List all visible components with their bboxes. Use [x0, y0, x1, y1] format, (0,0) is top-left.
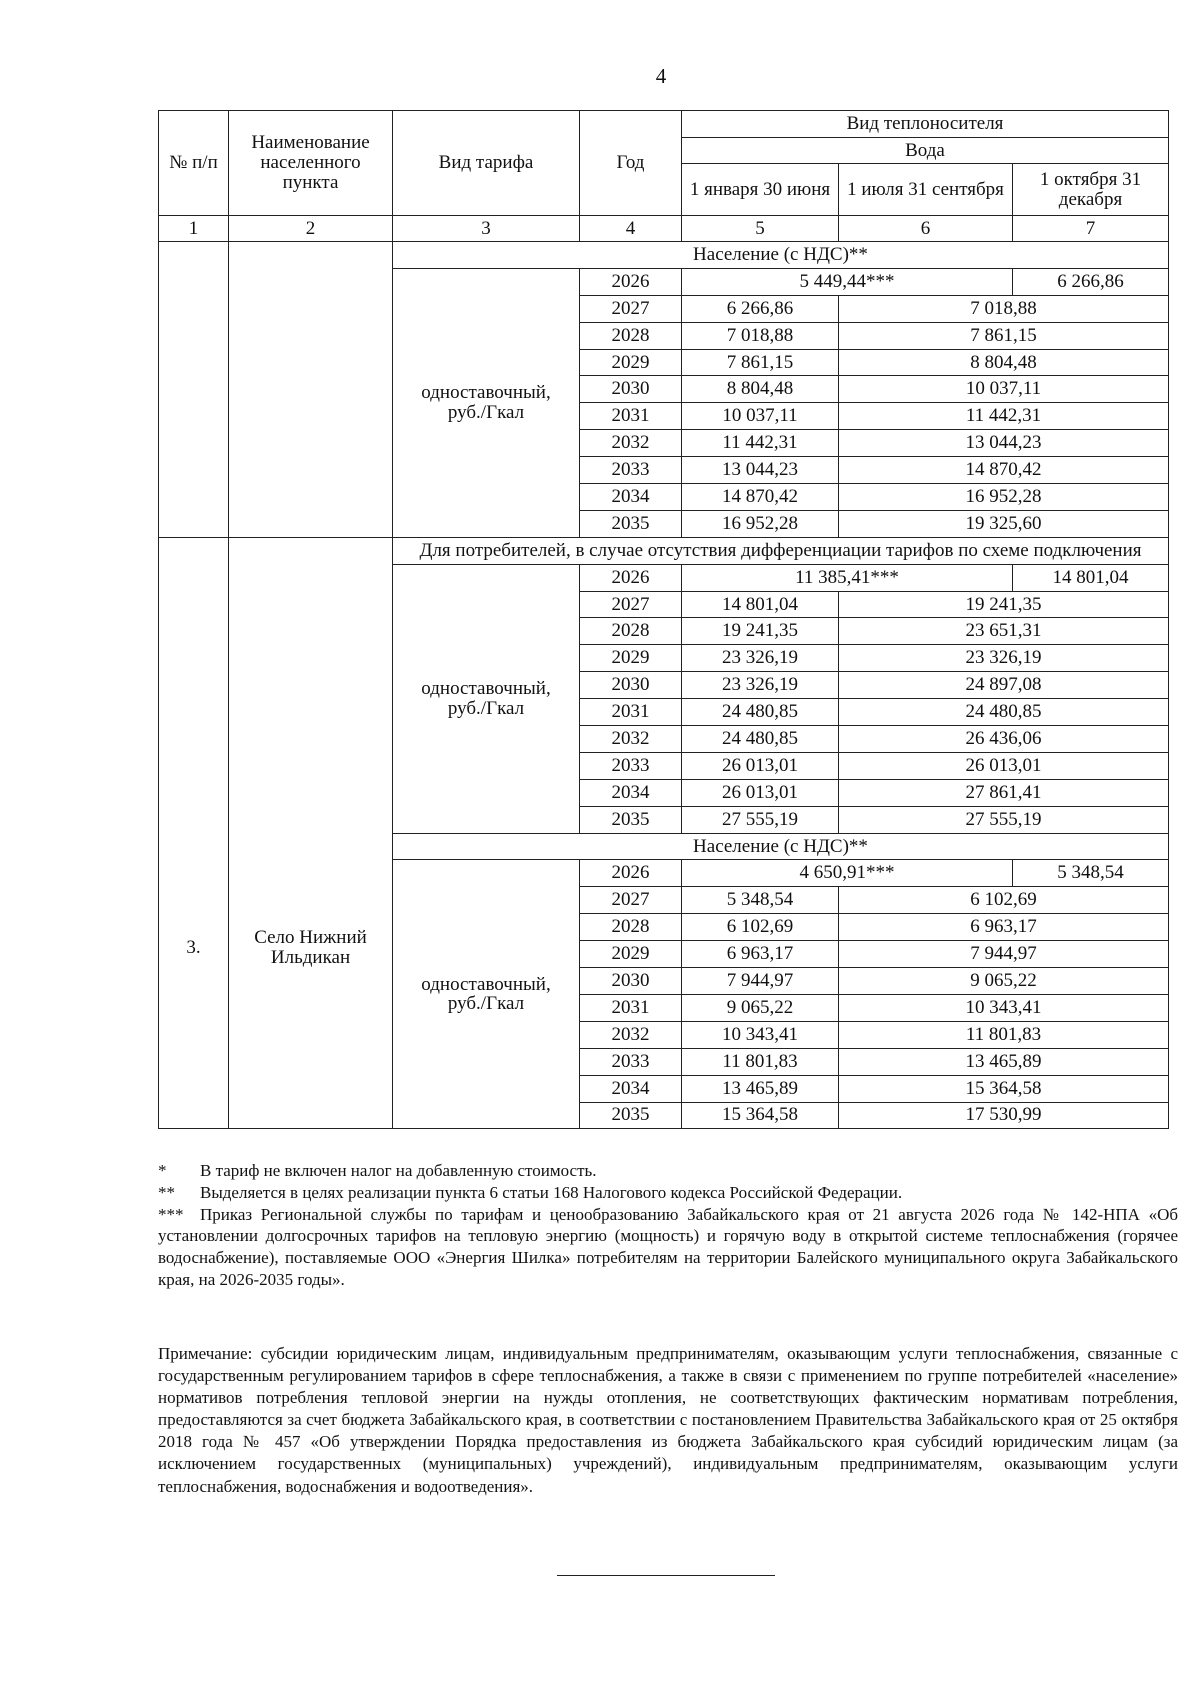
value-cell: 15 364,58: [682, 1102, 839, 1129]
merged-value-cell: 26 436,06: [839, 726, 1169, 753]
merged-value-cell: 7 018,88: [839, 295, 1169, 322]
header-year: Год: [580, 111, 682, 216]
index-cell: 7: [1013, 216, 1169, 242]
settlement-cell-blank: [229, 242, 393, 538]
year-cell: 2031: [580, 994, 682, 1021]
merged-value-cell: 5 449,44***: [682, 268, 1013, 295]
footnote-text: Приказ Региональной службы по тарифам и ценообразованию Забайкальского края от 21 августа 2026 года № 142-НПА «Об установлении долгосрочных тарифов на тепловую энергию (мощность) и горячую воду в открытой системе теплоснабжения (горячее водоснабжение), поставляемые ООО «Энергия Шилка» потребителям на территории Балейского муниципального округа Забайкальского края, на 2026-2035 годы».: [158, 1204, 1178, 1289]
year-cell: 2030: [580, 672, 682, 699]
value-cell: 8 804,48: [682, 376, 839, 403]
value-cell: 23 326,19: [682, 645, 839, 672]
year-cell: 2026: [580, 564, 682, 591]
year-cell: 2031: [580, 699, 682, 726]
footnotes: [158, 1160, 1178, 1291]
merged-value-cell: 4 650,91***: [682, 860, 1013, 887]
year-cell: 2035: [580, 806, 682, 833]
value-cell: 26 013,01: [682, 752, 839, 779]
merged-value-cell: 17 530,99: [839, 1102, 1169, 1129]
value-cell: 7 018,88: [682, 322, 839, 349]
year-cell: 2027: [580, 887, 682, 914]
tariff-table: [158, 110, 1169, 1129]
year-cell: 2029: [580, 941, 682, 968]
value-cell: 10 037,11: [682, 403, 839, 430]
year-cell: 2033: [580, 1048, 682, 1075]
merged-value-cell: 27 555,19: [839, 806, 1169, 833]
header-settlement: Наименование населенного пункта: [229, 111, 393, 216]
settlement-number: 3.: [159, 537, 229, 1129]
year-cell: 2028: [580, 322, 682, 349]
tariff-type-cell: одноставочный, руб./Гкал: [393, 268, 580, 537]
value-cell: 16 952,28: [682, 510, 839, 537]
header-tariff-type: Вид тарифа: [393, 111, 580, 216]
value-cell: 24 480,85: [682, 699, 839, 726]
merged-value-cell: 13 044,23: [839, 430, 1169, 457]
index-cell: 5: [682, 216, 839, 242]
value-cell: 14 801,04: [1013, 564, 1169, 591]
year-cell: 2034: [580, 779, 682, 806]
merged-value-cell: 16 952,28: [839, 484, 1169, 511]
footnote-text: Выделяется в целях реализации пункта 6 статьи 168 Налогового кодекса Российской Федерации.: [200, 1182, 903, 1202]
year-cell: 2030: [580, 968, 682, 995]
header-period-3: 1 октября 31 декабря: [1013, 164, 1169, 216]
footnote-mark: **: [158, 1182, 175, 1202]
value-cell: 5 348,54: [1013, 860, 1169, 887]
merged-value-cell: 15 364,58: [839, 1075, 1169, 1102]
year-cell: 2027: [580, 591, 682, 618]
year-cell: 2026: [580, 860, 682, 887]
year-cell: 2027: [580, 295, 682, 322]
value-cell: 11 801,83: [682, 1048, 839, 1075]
settlement-name: Село Нижний Ильдикан: [229, 537, 393, 1129]
value-cell: 14 801,04: [682, 591, 839, 618]
section-title: Для потребителей, в случае отсутствия дифференциации тарифов по схеме подключения: [393, 537, 1169, 564]
year-cell: 2033: [580, 752, 682, 779]
merged-value-cell: 10 037,11: [839, 376, 1169, 403]
merged-value-cell: 7 944,97: [839, 941, 1169, 968]
merged-value-cell: 24 480,85: [839, 699, 1169, 726]
merged-value-cell: 27 861,41: [839, 779, 1169, 806]
merged-value-cell: 13 465,89: [839, 1048, 1169, 1075]
tariff-type-cell: одноставочный, руб./Гкал: [393, 564, 580, 833]
value-cell: 24 480,85: [682, 726, 839, 753]
header-period-1: 1 января 30 июня: [682, 164, 839, 216]
merged-value-cell: 11 801,83: [839, 1021, 1169, 1048]
value-cell: 6 102,69: [682, 914, 839, 941]
merged-value-cell: 19 325,60: [839, 510, 1169, 537]
header-carrier: Вид теплоносителя: [682, 111, 1169, 138]
year-cell: 2026: [580, 268, 682, 295]
merged-value-cell: 11 442,31: [839, 403, 1169, 430]
header-num: № п/п: [159, 111, 229, 216]
value-cell: 14 870,42: [682, 484, 839, 511]
index-cell: 4: [580, 216, 682, 242]
year-cell: 2031: [580, 403, 682, 430]
merged-value-cell: 11 385,41***: [682, 564, 1013, 591]
section-title: Население (с НДС)**: [393, 833, 1169, 860]
header-period-2: 1 июля 31 сентября: [839, 164, 1013, 216]
value-cell: 6 963,17: [682, 941, 839, 968]
header-water: Вода: [682, 138, 1169, 164]
year-cell: 2028: [580, 618, 682, 645]
year-cell: 2032: [580, 726, 682, 753]
section-title: Население (с НДС)**: [393, 242, 1169, 269]
year-cell: 2030: [580, 376, 682, 403]
note-paragraph: Примечание: субсидии юридическим лицам, индивидуальным предпринимателям, оказывающим услуги теплоснабжения, связанные с государственным регулированием тарифов в сфере теплоснабжения, а также в связи с применением по группе потребителей «население» нормативов потребления тепловой энергии на нужды отопления, не соответствующих фактическим нормативам потребления, предоставляются за счет бюджета Забайкальского края, в соответствии с постановлением Правительства Забайкальского края от 25 октября 2018 года № 457 «Об утверждении Порядка предоставления из бюджета Забайкальского края субсидий юридическим лицам (за исключением государственных (муниципальных) учреждений), индивидуальным предпринимателям, оказывающим услуги теплоснабжения, водоснабжения и водоотведения».: [158, 1344, 1178, 1496]
year-cell: 2035: [580, 510, 682, 537]
year-cell: 2033: [580, 457, 682, 484]
value-cell: 27 555,19: [682, 806, 839, 833]
value-cell: 7 861,15: [682, 349, 839, 376]
merged-value-cell: 9 065,22: [839, 968, 1169, 995]
value-cell: 13 465,89: [682, 1075, 839, 1102]
merged-value-cell: 8 804,48: [839, 349, 1169, 376]
year-cell: 2029: [580, 645, 682, 672]
year-cell: 2032: [580, 1021, 682, 1048]
value-cell: 13 044,23: [682, 457, 839, 484]
num-cell-blank: [159, 242, 229, 538]
merged-value-cell: 24 897,08: [839, 672, 1169, 699]
value-cell: 10 343,41: [682, 1021, 839, 1048]
value-cell: 19 241,35: [682, 618, 839, 645]
year-cell: 2035: [580, 1102, 682, 1129]
page-number: 4: [655, 64, 667, 88]
merged-value-cell: 10 343,41: [839, 994, 1169, 1021]
value-cell: 23 326,19: [682, 672, 839, 699]
value-cell: 5 348,54: [682, 887, 839, 914]
merged-value-cell: 23 326,19: [839, 645, 1169, 672]
year-cell: 2032: [580, 430, 682, 457]
merged-value-cell: 26 013,01: [839, 752, 1169, 779]
year-cell: 2029: [580, 349, 682, 376]
merged-value-cell: 6 102,69: [839, 887, 1169, 914]
tariff-type-cell: одноставочный, руб./Гкал: [393, 860, 580, 1129]
value-cell: 9 065,22: [682, 994, 839, 1021]
index-cell: 6: [839, 216, 1013, 242]
bottom-divider: [557, 1575, 775, 1576]
merged-value-cell: 7 861,15: [839, 322, 1169, 349]
footnote-text: В тариф не включен налог на добавленную стоимость.: [200, 1161, 597, 1180]
value-cell: 11 442,31: [682, 430, 839, 457]
merged-value-cell: 19 241,35: [839, 591, 1169, 618]
value-cell: 6 266,86: [682, 295, 839, 322]
year-cell: 2034: [580, 484, 682, 511]
merged-value-cell: 23 651,31: [839, 618, 1169, 645]
merged-value-cell: 14 870,42: [839, 457, 1169, 484]
footnote-mark: *: [158, 1161, 167, 1180]
value-cell: 7 944,97: [682, 968, 839, 995]
year-cell: 2034: [580, 1075, 682, 1102]
index-cell: 2: [229, 216, 393, 242]
value-cell: 26 013,01: [682, 779, 839, 806]
merged-value-cell: 6 963,17: [839, 914, 1169, 941]
value-cell: 6 266,86: [1013, 268, 1169, 295]
index-cell: 1: [159, 216, 229, 242]
index-cell: 3: [393, 216, 580, 242]
year-cell: 2028: [580, 914, 682, 941]
footnote-mark: ***: [158, 1204, 184, 1224]
